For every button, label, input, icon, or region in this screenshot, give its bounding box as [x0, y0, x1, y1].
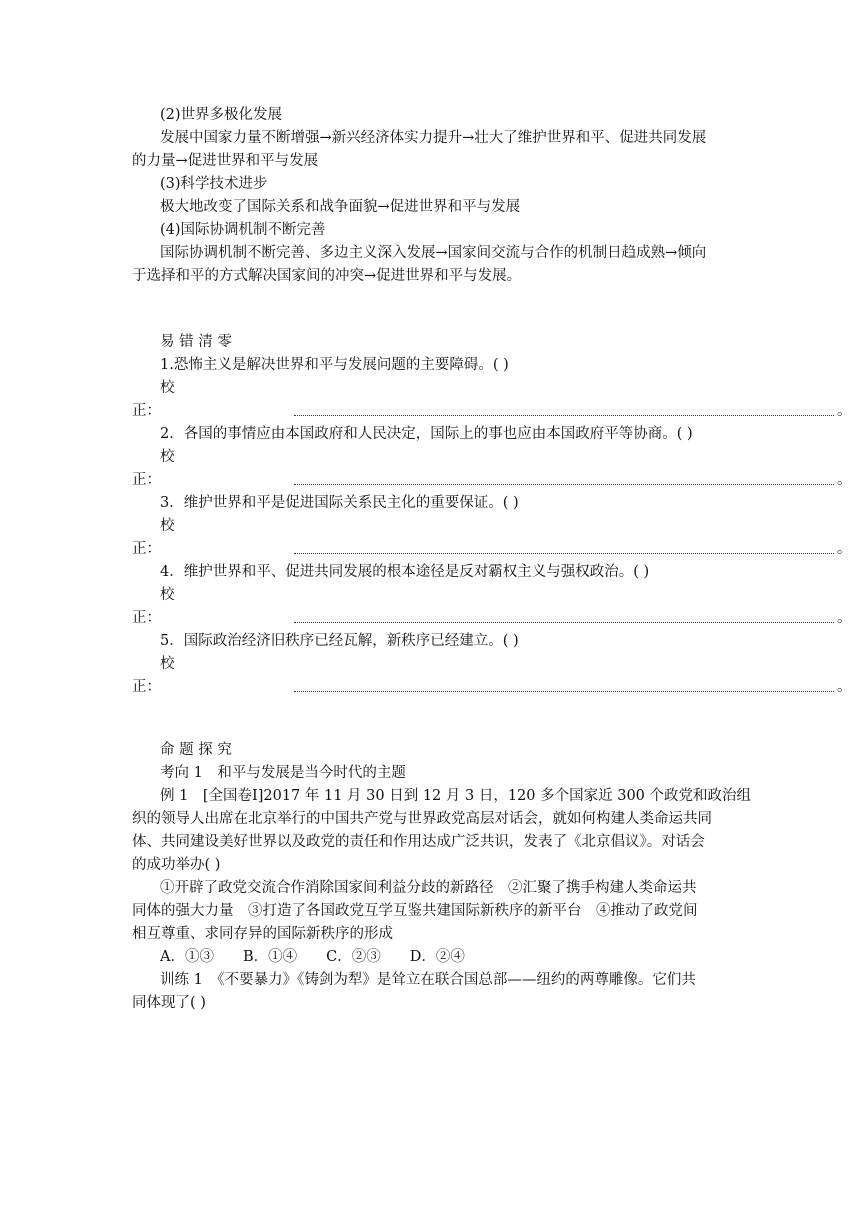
direction-heading: 考向 1 和平与发展是当今时代的主题 [160, 765, 406, 781]
dotted-fill-line [294, 484, 834, 485]
period-mark: 。 [837, 610, 852, 626]
option-text: 相互尊重、求同存异的国际新秩序的形成 [132, 926, 393, 942]
correction-line[interactable] [132, 678, 852, 696]
correction-line[interactable] [132, 402, 852, 420]
training-text: 训练 1 《不要暴力》《铸剑为犁》是耸立在联合国总部——纽约的两尊雕像。它们共 [160, 972, 696, 988]
error-question: 1.恐怖主义是解决世界和平与发展问题的主要障碍。( ) [160, 357, 509, 373]
paragraph-line: 于选择和平的方式解决国家间的冲突→促进世界和平与发展。 [132, 268, 522, 284]
example-text: 例 1 [全国卷Ⅰ]2017 年 11 月 30 日到 12 月 3 日，120 多个国家近 300 个政党和政治组 [160, 788, 752, 804]
error-question: 2．各国的事情应由本国政府和人民决定，国际上的事也应由本国政府平等协商。( ) [160, 426, 693, 442]
paragraph-line: 发展中国家力量不断增强→新兴经济体实力提升→壮大了维护世界和平、促进共同发展 [160, 130, 707, 146]
correction-label: 校 [160, 518, 175, 534]
heading-coordination: (4)国际协调机制不断完善 [160, 222, 326, 238]
paragraph-line: 国际协调机制不断完善、多边主义深入发展→国家间交流与合作的机制日趋成熟→倾向 [160, 245, 707, 261]
heading-multipolarity: (2)世界多极化发展 [160, 107, 283, 123]
correction-label: 正： [132, 541, 161, 557]
dotted-fill-line [294, 622, 834, 623]
answer-choices: A．①③ B．①④ C．②③ D．②④ [160, 949, 465, 965]
heading-technology: (3)科学技术进步 [160, 176, 268, 192]
period-mark: 。 [837, 403, 852, 419]
period-mark: 。 [837, 679, 852, 695]
example-text: 的成功举办( ) [132, 857, 221, 873]
error-question: 3．维护世界和平是促进国际关系民主化的重要保证。( ) [160, 495, 519, 511]
dotted-fill-line [294, 415, 834, 416]
correction-label: 正： [132, 403, 161, 419]
section-title-errors: 易 错 清 零 [160, 334, 232, 350]
correction-label: 正： [132, 610, 161, 626]
paragraph-line: 极大地改变了国际关系和战争面貌→促进世界和平与发展 [160, 199, 521, 215]
correction-line[interactable] [132, 540, 852, 558]
training-text: 同体现了( ) [132, 995, 206, 1011]
paragraph-line: 的力量→促进世界和平与发展 [132, 153, 319, 169]
error-question: 4．维护世界和平、促进共同发展的根本途径是反对霸权主义与强权政治。( ) [160, 564, 650, 580]
example-text: 体、共同建设美好世界以及政党的责任和作用达成广泛共识，发表了《北京倡议》。对话会 [132, 834, 705, 850]
dotted-fill-line [294, 691, 834, 692]
dotted-fill-line [294, 553, 834, 554]
period-mark: 。 [837, 541, 852, 557]
correction-label: 校 [160, 449, 175, 465]
correction-line[interactable] [132, 609, 852, 627]
correction-label: 校 [160, 656, 175, 672]
period-mark: 。 [837, 472, 852, 488]
section-title-explore: 命 题 探 究 [160, 742, 232, 758]
correction-label: 校 [160, 587, 175, 603]
option-text: 同体的强大力量 ③打造了各国政党互学互鉴共建国际新秩序的新平台 ④推动了政党间 [132, 903, 698, 919]
correction-label: 校 [160, 380, 175, 396]
example-text: 织的领导人出席在北京举行的中国共产党与世界政党高层对话会，就如何构建人类命运共同 [132, 811, 712, 827]
error-question: 5．国际政治经济旧秩序已经瓦解，新秩序已经建立。( ) [160, 633, 519, 649]
correction-label: 正： [132, 679, 161, 695]
correction-label: 正： [132, 472, 161, 488]
option-text: ①开辟了政党交流合作消除国家间利益分歧的新路径 ②汇聚了携手构建人类命运共 [160, 880, 697, 896]
correction-line[interactable] [132, 471, 852, 489]
